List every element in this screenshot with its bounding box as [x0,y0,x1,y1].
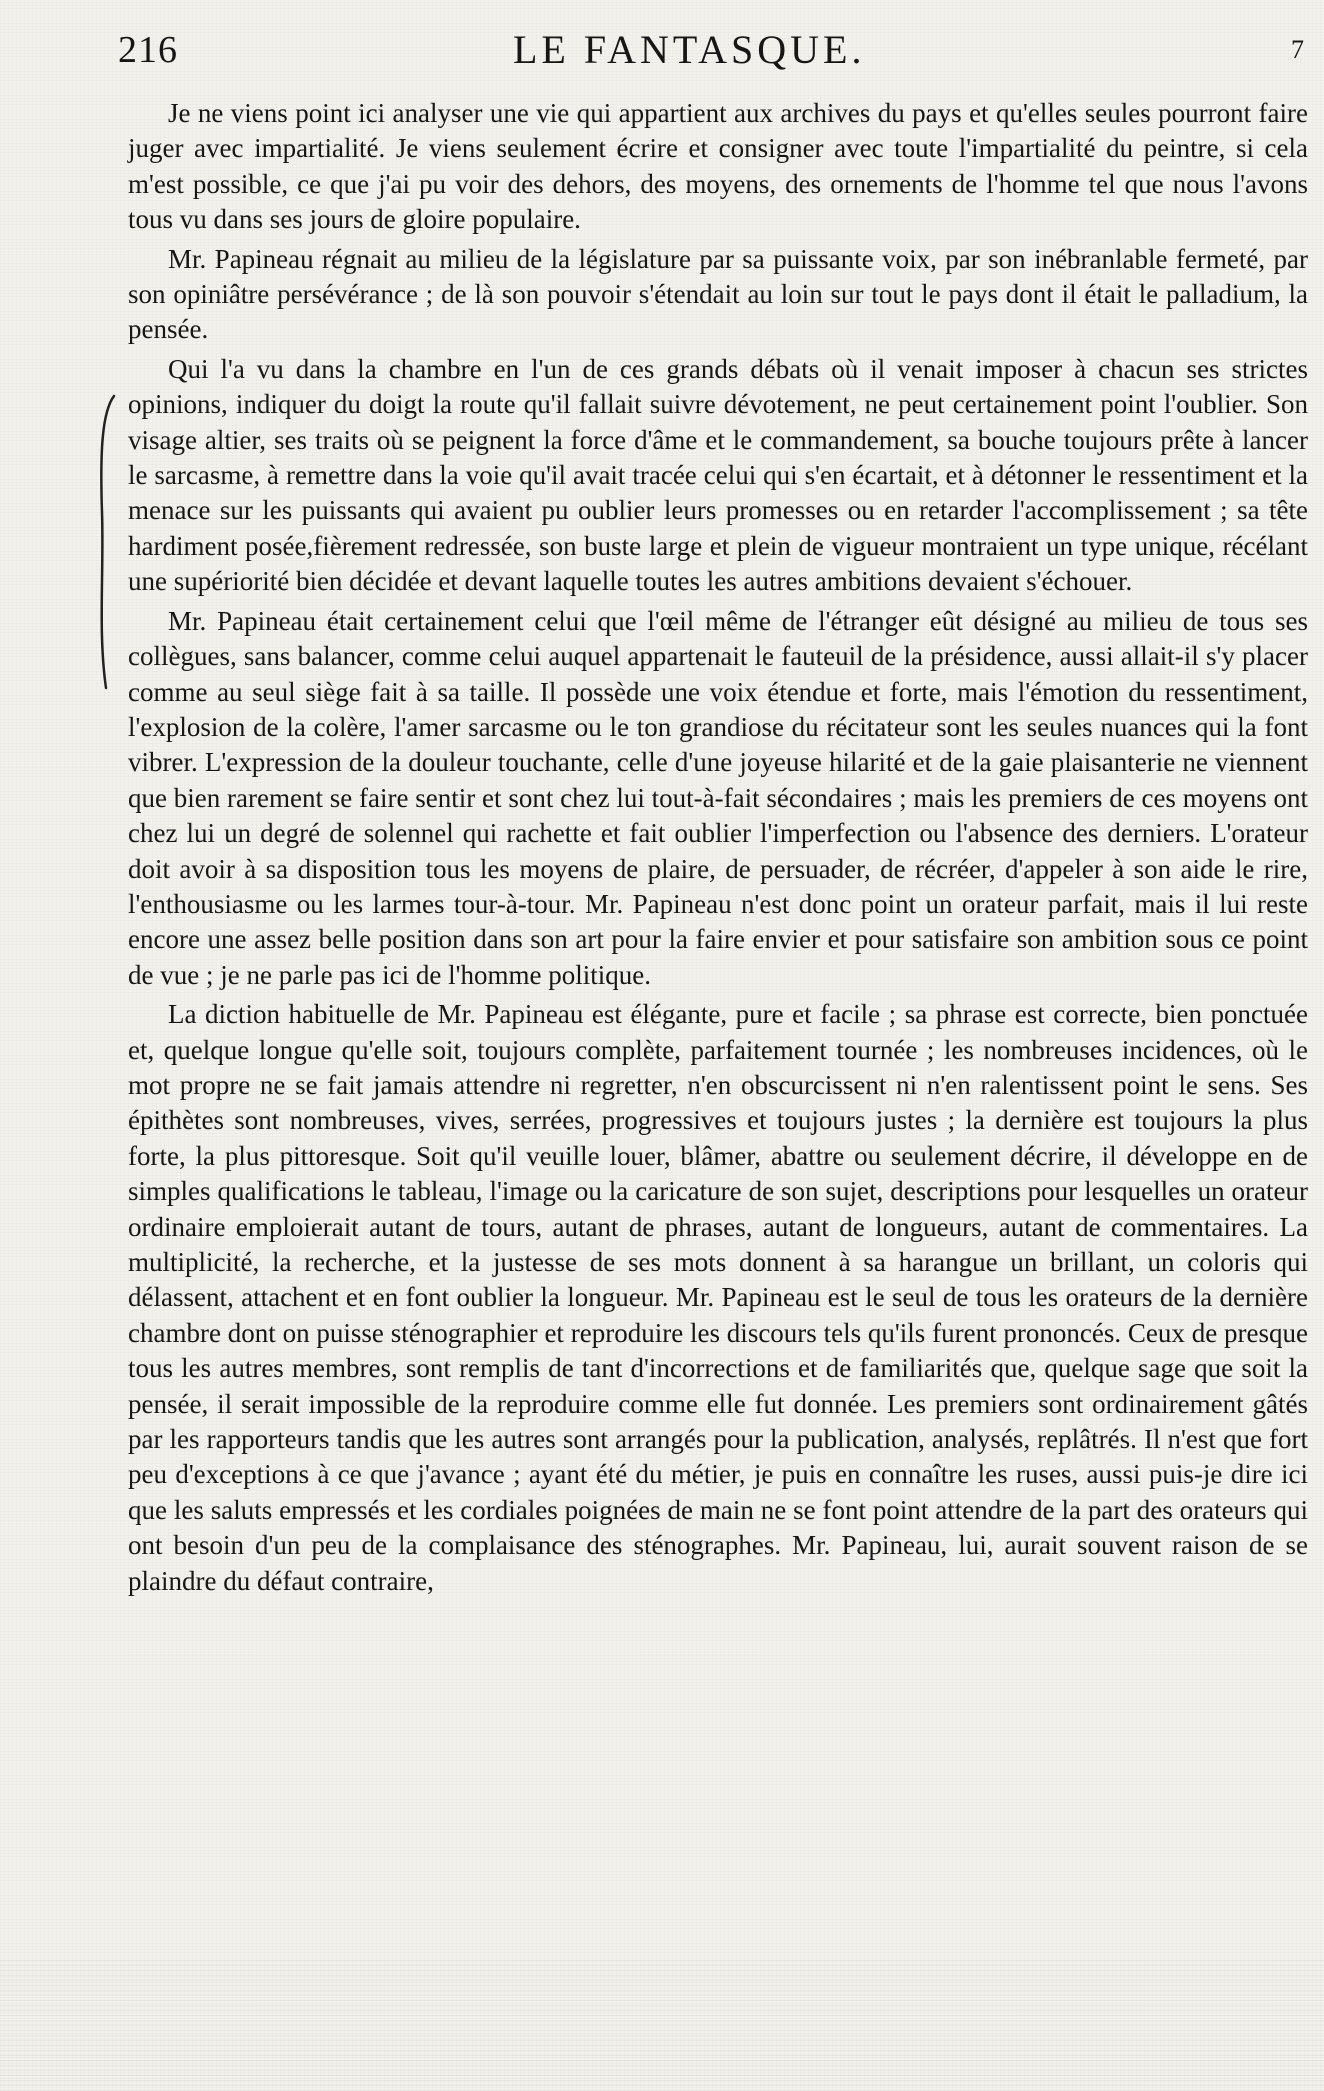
paragraph-1: Je ne viens point ici analyser une vie qui appartient aux archives du pays et qu'elles seules pourront faire juger avec impartialité. Je viens seulement écrire et consigner avec toute l'impartialité du peintre, si cela m'est possible, ce que j'ai pu voir des dehors, des moyens, des ornements de l'homme tel que nous l'avons tous vu dans ses jours de gloire populaire. [128,98,1308,235]
paragraph-3: Qui l'a vu dans la chambre en l'un de ces grands débats où il venait imposer à chacun ses strictes opinions, indiquer du doigt la route qu'il fallait suivre dévotement, ne peut certainement point l'oublier. Son visage altier, ses traits où se peignent la force d'âme et le commandement, sa bouche toujours prête à lancer le sarcasme, à remettre dans la voie qu'il avait tracée celui qui s'en écartait, et à détonner le ressentiment et la menace sur les puissants qui avaient pu oublier leurs promesses ou en retarder l'accomplissement ; sa tête hardiment posée,fièrement redressée, son buste large et plein de vigueur montraient un type unique, récélant une supériorité bien décidée et devant laquelle toutes les autres ambitions devaient s'échouer. [128,353,1308,597]
paragraph-4: Mr. Papineau était certainement celui que l'œil même de l'étranger eût désigné au milieu de tous ses collègues, sans balancer, comme celui auquel appartenait le fauteuil de la présidence, aussi allait-il s'y placer comme au seul siège fait à sa taille. Il possède une voix étendue et forte, mais l'émotion du ressentiment, l'explosion de la colère, l'amer sarcasme ou le ton grandiose du récitateur sont les seules nuances qui la font vibrer. L'expression de la douleur touchante, celle d'une joyeuse hilarité et de la gaie plaisanterie ne viennent que bien rarement se faire sentir et sont chez lui tout-à-fait sécondaires ; mais les premiers de ces moyens ont chez lui un degré de solennel qui rachette et fait oublier l'imperfection ou l'absence des derniers. L'orateur doit avoir à sa disposition tous les moyens de plaire, de persuader, de récréer, d'appeler à son aide le rire, l'enthousiasme ou les larmes tour-à-tour. Mr. Papineau n'est donc point un orateur parfait, mais il lui reste encore une assez belle position dans son art pour la faire envier et pour satisfaire son ambition sous ce point de vue ; je ne parle pas ici de l'homme politique. [128,605,1308,990]
handwritten-margin-bracket-mark [92,392,122,692]
corner-mark: 7 [1291,35,1304,64]
article-body [128,96,1308,1599]
journal-title: LE FANTASQUE. [513,27,866,72]
scan-noise-bottom [0,1960,1324,2091]
running-header [118,22,1308,78]
page-number: 216 [118,29,178,71]
paragraph-2: Mr. Papineau régnait au milieu de la législature par sa puissante voix, par son inébranlable fermeté, par son opiniâtre persévérance ; de là son pouvoir s'étendait au loin sur tout le pays dont il était le palladium, la pensée. [128,243,1308,345]
paragraph-5: La diction habituelle de Mr. Papineau est élégante, pure et facile ; sa phrase est correcte, bien ponctuée et, quelque longue qu'elle soit, toujours complète, parfaitement tournée ; les nombreuses incidences, où le mot propre ne se fait jamais attendre ni regretter, n'en obscurcissent ni n'en ralentissent point le sens. Ses épithètes sont nombreuses, vives, serrées, progressives et toujours justes ; la dernière est toujours la plus forte, la plus pittoresque. Soit qu'il veuille louer, blâmer, abattre ou seulement décrire, il développe en de simples qualifications le tableau, l'image ou la caricature de son sujet, descriptions pour lesquelles un orateur ordinaire emploierait autant de tours, autant de phrases, autant de longueurs, autant de commentaires. La multiplicité, la recherche, et la justesse de ses mots donnent à sa harangue un brillant, un coloris qui délassent, attachent et en font oublier la longueur. Mr. Papineau est le seul de tous les orateurs de la dernière chambre dont on puisse sténographier et reproduire les discours tels qu'ils furent prononcés. Ceux de presque tous les autres membres, sont remplis de tant d'incorrections et de familiarités que, quelque sage que soit la pensée, il serait impossible de la reproduire comme elle fut donnée. Les premiers sont ordinairement gâtés par les rapporteurs tandis que les autres sont arrangés pour la publication, analysés, replâtrés. Il n'est que fort peu d'exceptions à ce que j'avance ; ayant été du métier, je puis en connaître les ruses, aussi puis-je dire ici que les saluts empressés et les cordiales poignées de main ne se font point attendre de la part des orateurs qui ont besoin d'un peu de la complaisance des sténographes. Mr. Papineau, lui, aurait souvent raison de se plaindre du défaut contraire, [128,999,1308,1596]
